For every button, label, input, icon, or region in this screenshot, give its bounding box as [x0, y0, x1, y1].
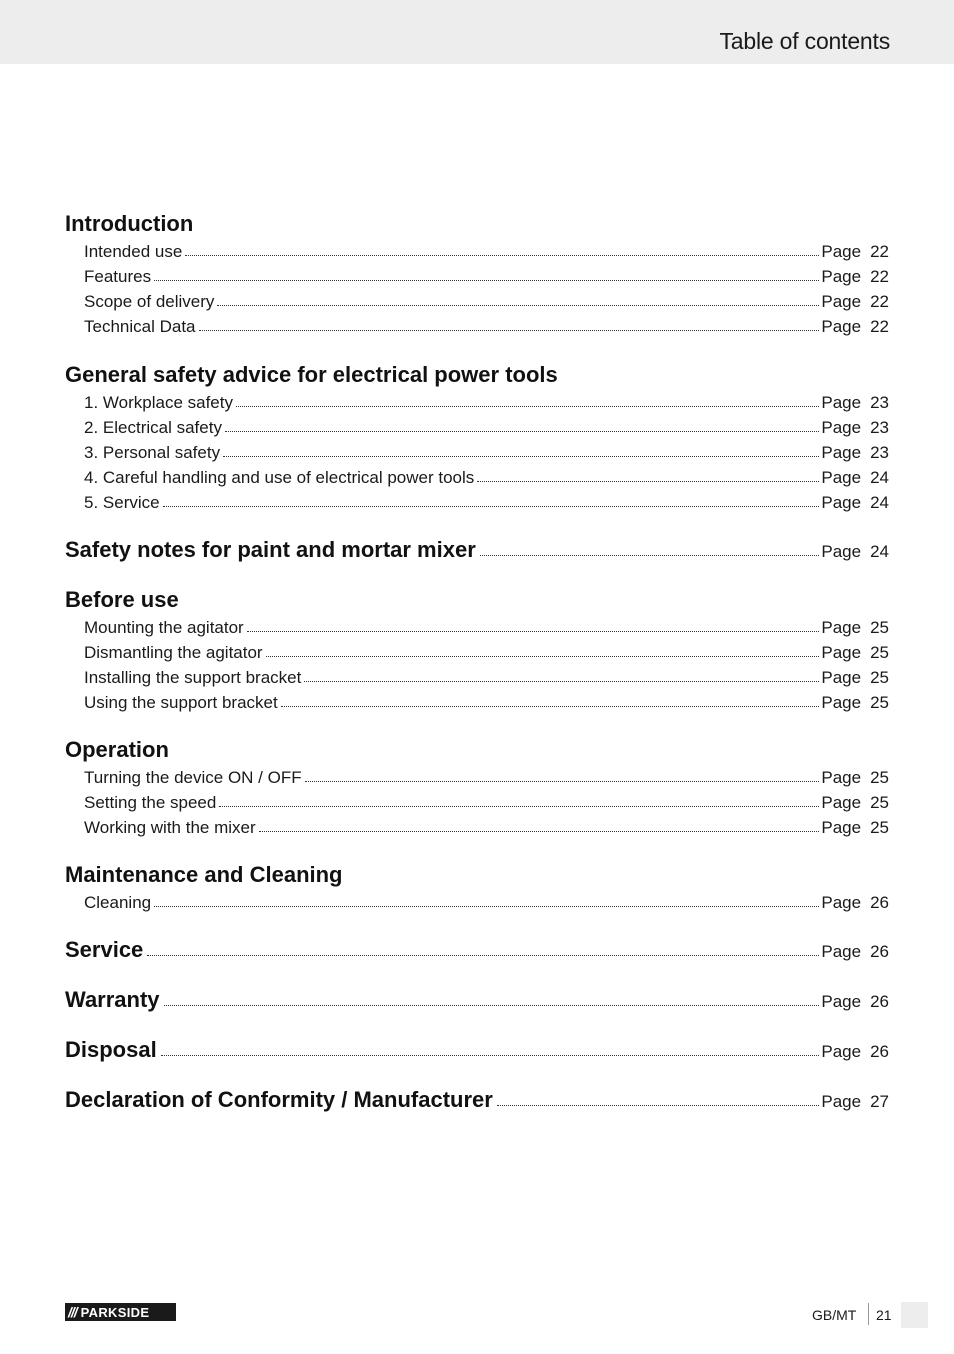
- entry-label: Technical Data: [84, 317, 196, 336]
- toc-section-general-safety: [65, 356, 889, 511]
- page-number: 24: [870, 468, 889, 487]
- page-number: 26: [870, 992, 889, 1011]
- section-heading[interactable]: [65, 981, 889, 1011]
- page-ref: [821, 619, 889, 636]
- section-title: Declaration of Conformity / Manufacturer: [65, 1087, 493, 1112]
- page-number: 25: [870, 643, 889, 662]
- entry-label: Working with the mixer: [84, 818, 256, 837]
- entry-label: 1. Workplace safety: [84, 393, 233, 412]
- page-word: Page: [821, 643, 862, 662]
- dot-leader: [219, 805, 819, 807]
- section-title: Warranty: [65, 987, 160, 1012]
- page-ref: [821, 943, 889, 961]
- page-ref: [821, 394, 889, 411]
- entry-label: Features: [84, 267, 152, 286]
- page-word: Page: [821, 693, 862, 712]
- page-word: Page: [821, 893, 862, 912]
- toc-section-service: [65, 931, 889, 961]
- dot-leader: [266, 655, 820, 657]
- section-title: Maintenance and Cleaning: [65, 862, 343, 887]
- toc-entry[interactable]: [65, 386, 889, 411]
- page-ref: [821, 644, 889, 661]
- toc-entry[interactable]: [65, 611, 889, 636]
- page-word: Page: [821, 468, 862, 487]
- page-word: Page: [821, 668, 862, 687]
- page-number: 22: [870, 267, 889, 286]
- page-number: 25: [870, 793, 889, 812]
- toc-section-warranty: [65, 981, 889, 1011]
- entry-label: 3. Personal safety: [84, 443, 221, 462]
- page-word: Page: [821, 992, 862, 1011]
- entry-label: Intended use: [84, 242, 183, 261]
- page-number: 24: [870, 493, 889, 512]
- page-ref: [821, 694, 889, 711]
- toc-entry[interactable]: [65, 260, 889, 285]
- page-number: 21: [876, 1307, 892, 1323]
- toc-entry[interactable]: [65, 486, 889, 511]
- page-word: Page: [821, 267, 862, 286]
- dot-leader: [147, 954, 819, 956]
- dot-leader: [217, 304, 819, 306]
- dot-leader: [497, 1104, 820, 1106]
- page-ref: [821, 469, 889, 486]
- page-number: 23: [870, 443, 889, 462]
- toc-entry[interactable]: [65, 436, 889, 461]
- page-ref: [821, 293, 889, 310]
- page-word: Page: [821, 1042, 862, 1061]
- logo-slashes: ///: [68, 1304, 77, 1320]
- page-ref: [821, 243, 889, 260]
- toc-entry[interactable]: [65, 886, 889, 911]
- page-word: Page: [821, 768, 862, 787]
- page-number: 22: [870, 292, 889, 311]
- dot-leader: [304, 680, 819, 682]
- page-word: Page: [821, 542, 862, 561]
- dot-leader: [225, 430, 819, 432]
- dot-leader: [305, 780, 820, 782]
- page-number: 25: [870, 693, 889, 712]
- page-word: Page: [821, 818, 862, 837]
- page-word: Page: [821, 393, 862, 412]
- page-word: Page: [821, 242, 862, 261]
- page-ref: [821, 819, 889, 836]
- page-word: Page: [821, 1092, 862, 1111]
- dot-leader: [223, 455, 819, 457]
- toc-entry[interactable]: [65, 285, 889, 310]
- entry-label: Using the support bracket: [84, 693, 278, 712]
- section-title: Before use: [65, 587, 179, 612]
- section-title: Safety notes for paint and mortar mixer: [65, 537, 476, 562]
- toc-section-before-use: [65, 581, 889, 711]
- toc-section-safety-notes: [65, 531, 889, 561]
- entry-label: 4. Careful handling and use of electrical power tools: [84, 468, 475, 487]
- page-word: Page: [821, 793, 862, 812]
- page-word: Page: [821, 493, 862, 512]
- locale-code: GB/MT: [812, 1307, 857, 1323]
- toc-entry[interactable]: [65, 761, 889, 786]
- section-heading[interactable]: [65, 731, 889, 761]
- toc-section-introduction: [65, 205, 889, 335]
- page-title: Table of contents: [719, 28, 890, 54]
- dot-leader: [247, 630, 820, 632]
- dot-leader: [185, 254, 819, 256]
- toc-entry[interactable]: [65, 786, 889, 811]
- page-number: 27: [870, 1092, 889, 1111]
- dot-leader: [163, 505, 820, 507]
- toc-entry[interactable]: [65, 811, 889, 836]
- page-ref: [821, 543, 889, 561]
- section-heading[interactable]: [65, 931, 889, 961]
- section-heading[interactable]: [65, 205, 889, 235]
- entry-label: Installing the support bracket: [84, 668, 302, 687]
- dot-leader: [259, 830, 820, 832]
- page-number: 23: [870, 393, 889, 412]
- page-ref: [821, 444, 889, 461]
- page-ref: [821, 894, 889, 911]
- dot-leader: [281, 705, 820, 707]
- entry-label: Scope of delivery: [84, 292, 215, 311]
- page-ref: [821, 1093, 889, 1111]
- page-ref: [821, 993, 889, 1011]
- page-number: 22: [870, 317, 889, 336]
- page-number: 26: [870, 942, 889, 961]
- section-title: General safety advice for electrical power tools: [65, 362, 558, 387]
- section-title: Disposal: [65, 1037, 157, 1062]
- dot-leader: [477, 480, 819, 482]
- entry-label: 5. Service: [84, 493, 160, 512]
- entry-label: Cleaning: [84, 893, 152, 912]
- parkside-logo: [65, 1303, 176, 1321]
- page-ref: [821, 419, 889, 436]
- page-number: 22: [870, 242, 889, 261]
- page-ref: [821, 1043, 889, 1061]
- footer-tab-marker: [901, 1302, 928, 1328]
- toc-section-disposal: [65, 1031, 889, 1061]
- toc-entry[interactable]: [65, 411, 889, 436]
- section-heading[interactable]: [65, 581, 889, 611]
- page-ref: [821, 794, 889, 811]
- section-heading[interactable]: [65, 856, 889, 886]
- page-word: Page: [821, 292, 862, 311]
- page-number: 25: [870, 668, 889, 687]
- page-number: 26: [870, 893, 889, 912]
- entry-label: Mounting the agitator: [84, 618, 244, 637]
- page-number: 23: [870, 418, 889, 437]
- entry-label: Dismantling the agitator: [84, 643, 263, 662]
- section-heading[interactable]: [65, 1081, 889, 1111]
- section-title: Service: [65, 937, 144, 962]
- dot-leader: [236, 405, 819, 407]
- page-word: Page: [821, 618, 862, 637]
- toc-entry[interactable]: [65, 235, 889, 260]
- page-ref: [821, 494, 889, 511]
- page-number: 26: [870, 1042, 889, 1061]
- entry-label: Setting the speed: [84, 793, 217, 812]
- section-heading[interactable]: [65, 356, 889, 386]
- footer-divider: [868, 1303, 869, 1325]
- dot-leader: [480, 554, 820, 556]
- logo-brand: PARKSIDE: [80, 1304, 150, 1320]
- section-title: Operation: [65, 737, 169, 762]
- section-title: Introduction: [65, 211, 194, 236]
- toc-entry[interactable]: [65, 686, 889, 711]
- entry-label: Turning the device ON / OFF: [84, 768, 302, 787]
- section-heading[interactable]: [65, 1031, 889, 1061]
- page-ref: [821, 669, 889, 686]
- page-number: 25: [870, 818, 889, 837]
- toc-section-maintenance: [65, 856, 889, 911]
- page-number: 25: [870, 618, 889, 637]
- dot-leader: [161, 1054, 820, 1056]
- toc-entry[interactable]: [65, 661, 889, 686]
- page-word: Page: [821, 942, 862, 961]
- dot-leader: [154, 279, 819, 281]
- toc-entry[interactable]: [65, 461, 889, 486]
- toc-entry[interactable]: [65, 636, 889, 661]
- entry-label: 2. Electrical safety: [84, 418, 222, 437]
- page-number: 25: [870, 768, 889, 787]
- toc-section-declaration: [65, 1081, 889, 1111]
- dot-leader: [199, 329, 820, 331]
- page-number: 24: [870, 542, 889, 561]
- dot-leader: [164, 1004, 820, 1006]
- page-word: Page: [821, 418, 862, 437]
- dot-leader: [154, 905, 819, 907]
- page-word: Page: [821, 443, 862, 462]
- page-ref: [821, 318, 889, 335]
- page-word: Page: [821, 317, 862, 336]
- toc-entry[interactable]: [65, 310, 889, 335]
- section-heading[interactable]: [65, 531, 889, 561]
- toc-section-operation: [65, 731, 889, 836]
- page-ref: [821, 769, 889, 786]
- page-ref: [821, 268, 889, 285]
